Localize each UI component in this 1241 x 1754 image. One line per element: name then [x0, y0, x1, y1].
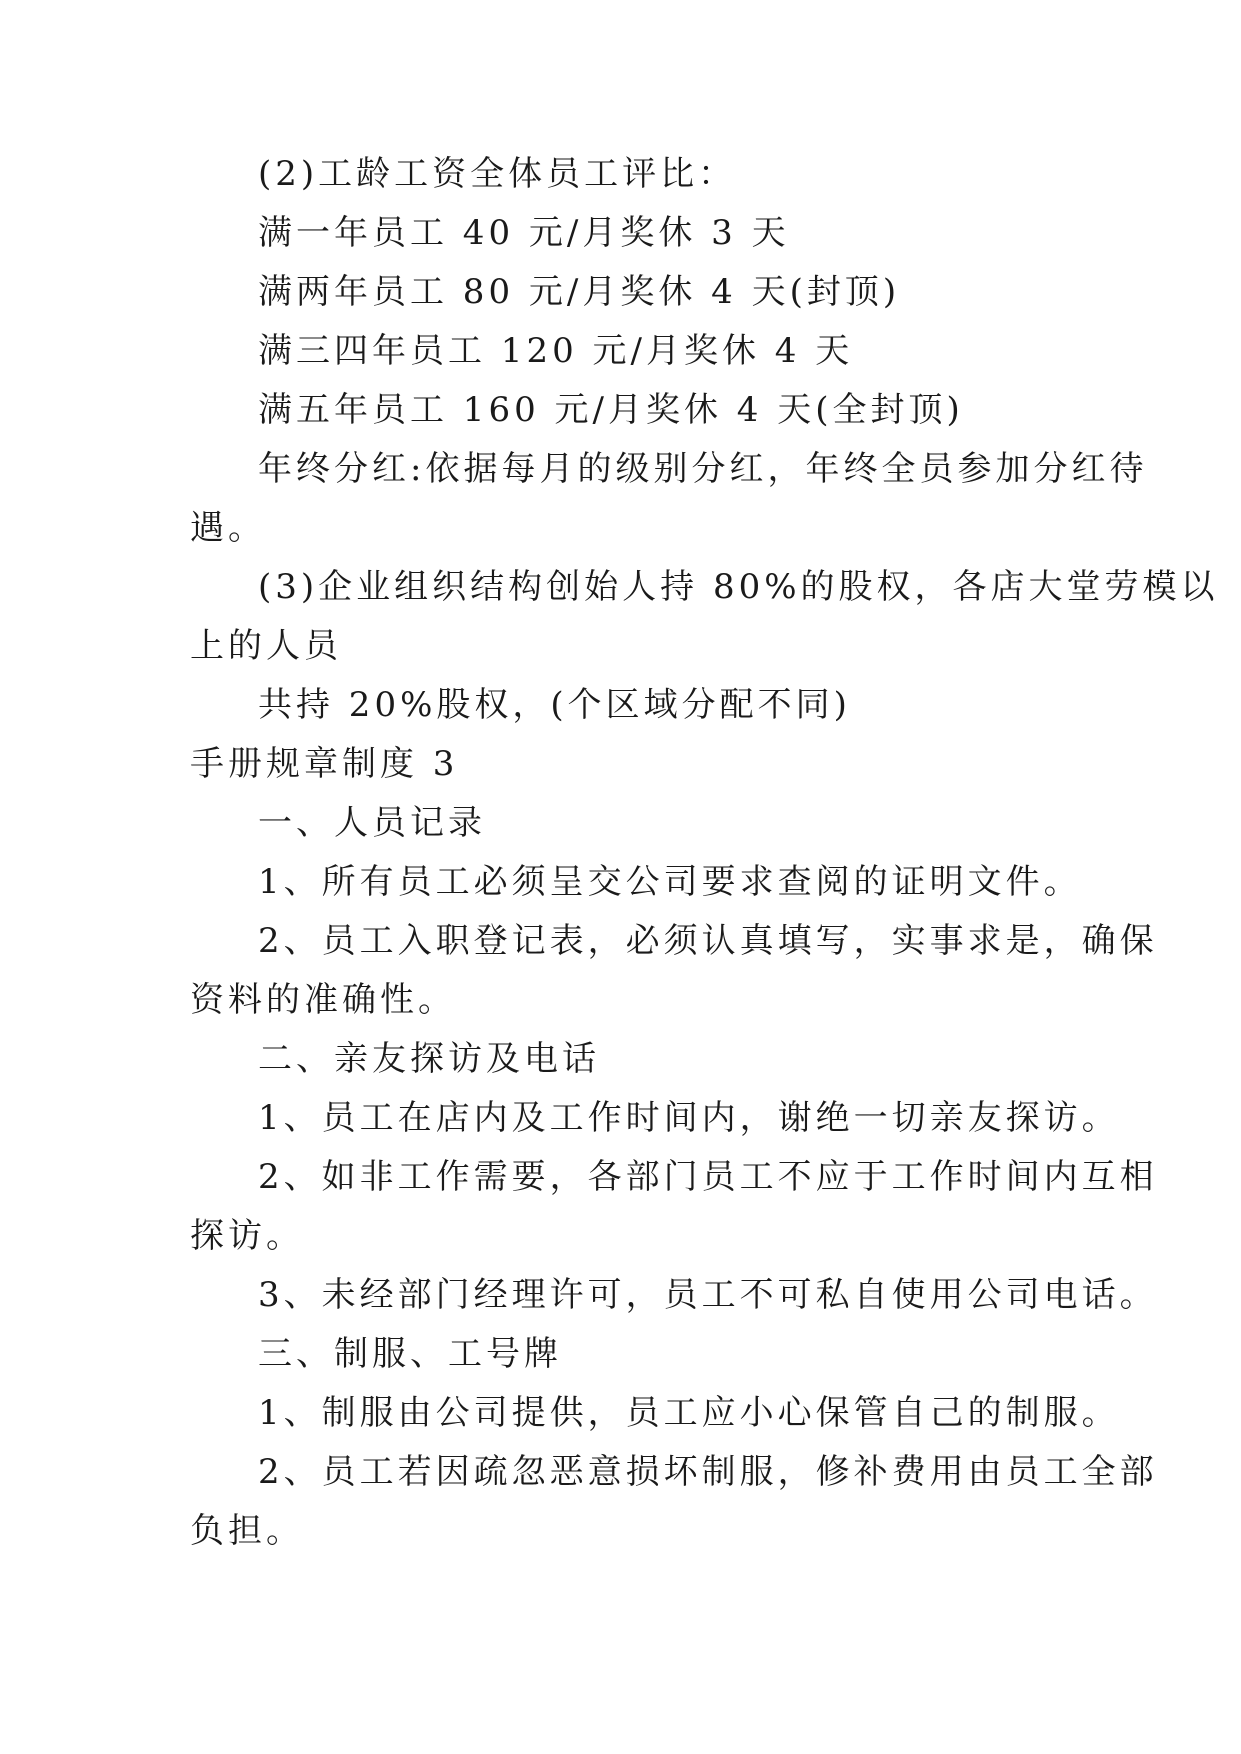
text-line: (2)工龄工资全体员工评比： — [258, 154, 737, 194]
section-title: 手册规章制度 3 — [190, 744, 459, 784]
text-line: 满两年员工 80 元/月奖休 4 天(封顶) — [258, 272, 901, 312]
text-line: 满五年员工 160 元/月奖休 4 天(全封顶) — [258, 390, 964, 430]
section-heading: 一、人员记录 — [258, 803, 486, 843]
text-line: 上的人员 — [190, 626, 342, 666]
text-line: 负担。 — [190, 1511, 304, 1551]
section-heading: 三、制服、工号牌 — [258, 1334, 562, 1374]
text-line: 年终分红:依据每月的级别分红，年终全员参加分红待 — [258, 449, 1148, 489]
text-line: 满三四年员工 120 元/月奖休 4 天 — [258, 331, 854, 371]
text-line: 共持 20%股权，(个区域分配不同) — [258, 685, 851, 725]
text-line: 3、未经部门经理许可，员工不可私自使用公司电话。 — [258, 1275, 1158, 1315]
text-line: 遇。 — [190, 508, 266, 548]
text-line: 1、制服由公司提供，员工应小心保管自己的制服。 — [258, 1393, 1120, 1433]
text-line: 2、员工入职登记表，必须认真填写，实事求是，确保 — [258, 921, 1158, 961]
text-line: (3)企业组织结构创始人持 80%的股权，各店大堂劳模以 — [258, 567, 1219, 607]
text-line: 1、所有员工必须呈交公司要求查阅的证明文件。 — [258, 862, 1082, 902]
text-line: 2、员工若因疏忽恶意损坏制服，修补费用由员工全部 — [258, 1452, 1158, 1492]
section-heading: 二、亲友探访及电话 — [258, 1039, 600, 1079]
text-line: 资料的准确性。 — [190, 980, 456, 1020]
text-line: 2、如非工作需要，各部门员工不应于工作时间内互相 — [258, 1157, 1158, 1197]
text-line: 探访。 — [190, 1216, 304, 1256]
text-line: 满一年员工 40 元/月奖休 3 天 — [258, 213, 790, 253]
text-line: 1、员工在店内及工作时间内，谢绝一切亲友探访。 — [258, 1098, 1120, 1138]
